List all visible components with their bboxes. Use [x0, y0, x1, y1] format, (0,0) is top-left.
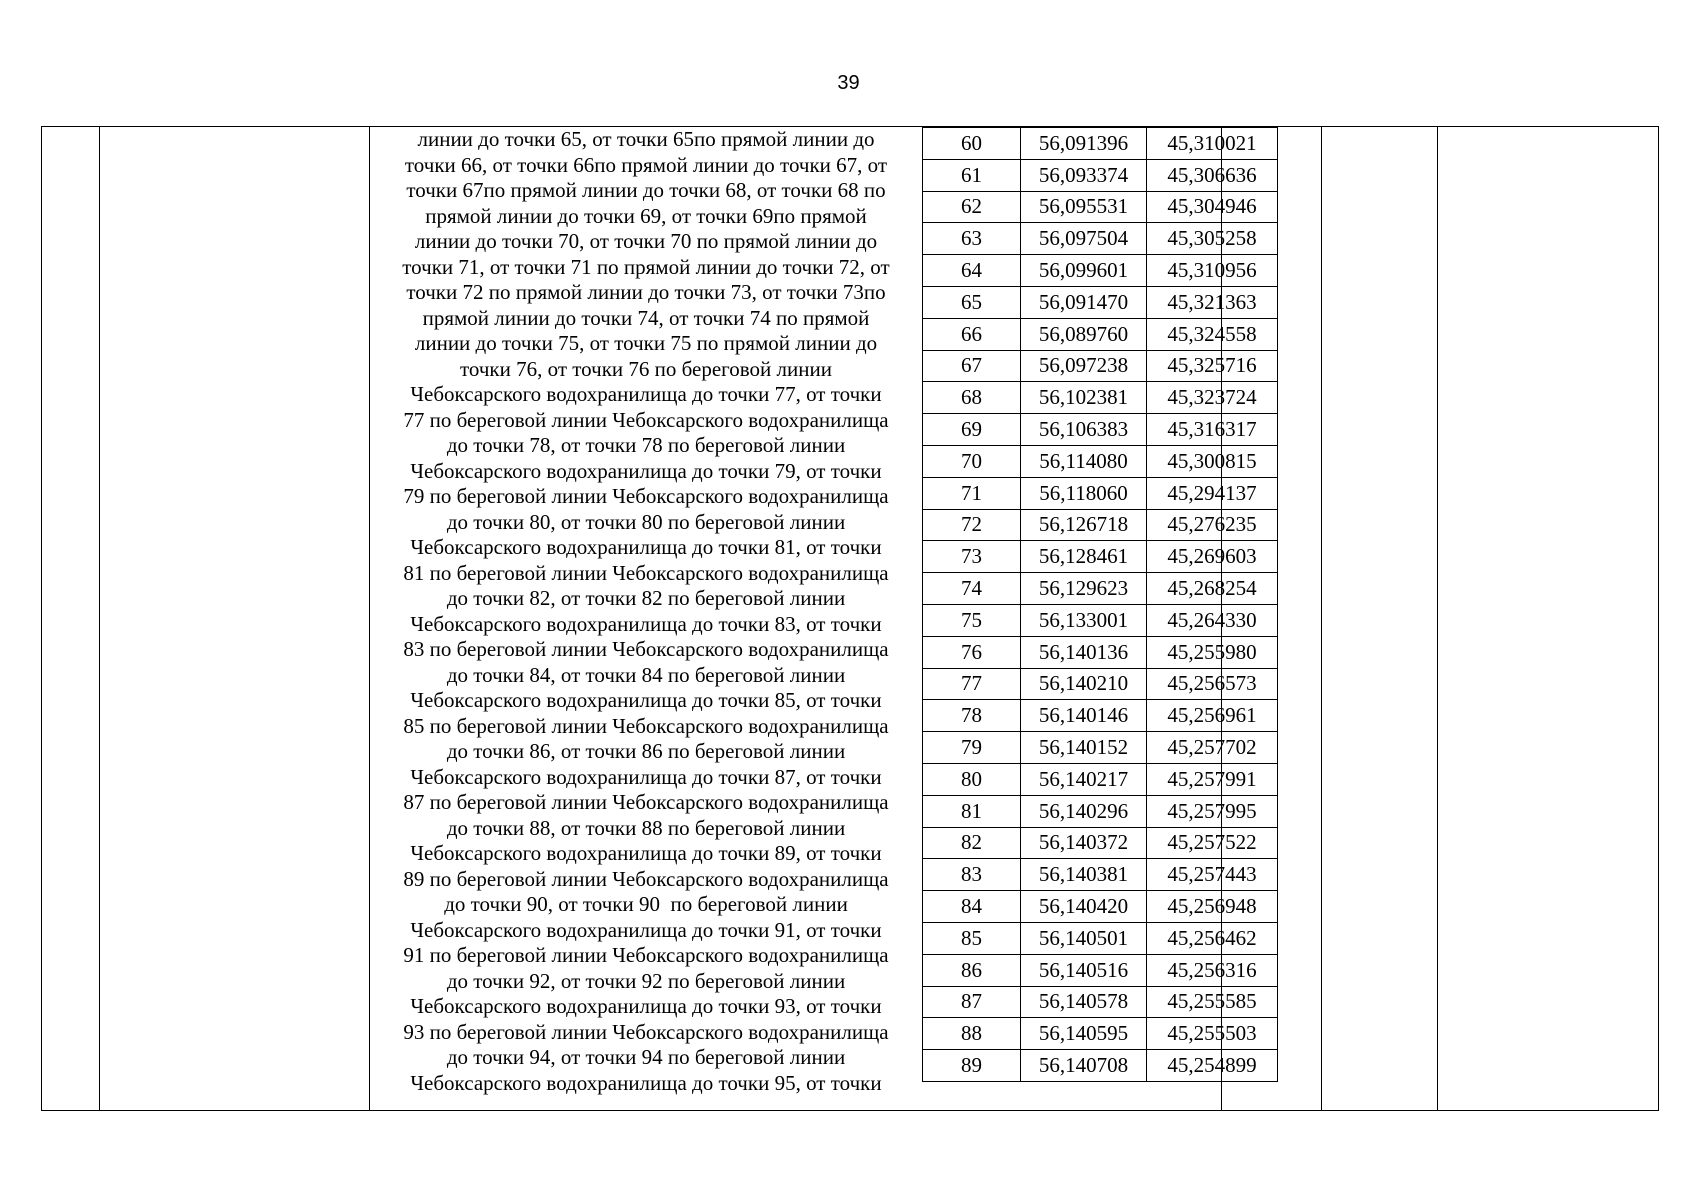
coordinate-row: [923, 668, 1278, 700]
point-number: 64: [923, 255, 1021, 287]
coordinate-row: [923, 604, 1278, 636]
longitude-cell: 45,310021: [1147, 128, 1278, 160]
point-number: 72: [923, 509, 1021, 541]
longitude-cell: 45,268254: [1147, 573, 1278, 605]
point-number: 66: [923, 318, 1021, 350]
point-number: 60: [923, 128, 1021, 160]
description-line: Чебоксарского водохранилища до точки 77, от точки: [410, 382, 882, 406]
description-line: до точки 86, от точки 86 по береговой линии: [446, 739, 846, 763]
latitude-cell: 56,093374: [1021, 159, 1147, 191]
coordinate-row: [923, 509, 1278, 541]
latitude-cell: 56,140210: [1021, 668, 1147, 700]
latitude-cell: 56,140152: [1021, 732, 1147, 764]
latitude-cell: 56,140420: [1021, 891, 1147, 923]
longitude-cell: 45,256961: [1147, 700, 1278, 732]
coordinate-row: [923, 636, 1278, 668]
description-line: точки 66, от точки 66по прямой линии до точки 67, от: [404, 152, 888, 177]
description-line: Чебоксарского водохранилища до точки 79, от точки: [410, 458, 882, 483]
point-number: 70: [923, 445, 1021, 477]
longitude-cell: 45,305258: [1147, 223, 1278, 255]
coordinate-row: [923, 922, 1278, 954]
description-line: Чебоксарского водохранилища до точки 87, от точки: [410, 764, 882, 789]
latitude-cell: 56,140372: [1021, 827, 1147, 859]
coordinate-row: [923, 986, 1278, 1018]
coordinate-row: [923, 477, 1278, 509]
description-line: Чебоксарского водохранилища до точки 95, от точки: [410, 1070, 882, 1095]
latitude-cell: 56,118060: [1021, 477, 1147, 509]
point-number: 69: [923, 414, 1021, 446]
longitude-cell: 45,294137: [1147, 477, 1278, 509]
coordinate-row: [923, 318, 1278, 350]
latitude-cell: 56,140516: [1021, 954, 1147, 986]
coordinates-body: [923, 128, 1278, 1082]
description-line: Чебоксарского водохранилища до точки 85, от точки: [410, 688, 882, 712]
coordinate-row: [923, 350, 1278, 382]
point-number: 82: [923, 827, 1021, 859]
description-line: 89 по береговой линии Чебоксарского водохранилища: [403, 866, 889, 891]
latitude-cell: 56,106383: [1021, 414, 1147, 446]
description-line: 85 по береговой линии Чебоксарского водохранилища: [403, 713, 889, 738]
coordinates-table: [922, 127, 1278, 1082]
latitude-cell: 56,140595: [1021, 1018, 1147, 1050]
longitude-cell: 45,256316: [1147, 954, 1278, 986]
latitude-cell: 56,140136: [1021, 636, 1147, 668]
coordinate-row: [923, 827, 1278, 859]
coordinate-row: [923, 445, 1278, 477]
point-number: 84: [923, 891, 1021, 923]
coordinate-row: [923, 795, 1278, 827]
coordinate-row: [923, 128, 1278, 160]
page-number: 39: [837, 72, 860, 94]
boundary-table: [41, 126, 1659, 1111]
column-divider: [1321, 127, 1322, 1110]
coordinate-row: [923, 732, 1278, 764]
point-number: 83: [923, 859, 1021, 891]
longitude-cell: 45,264330: [1147, 604, 1278, 636]
latitude-cell: 56,128461: [1021, 541, 1147, 573]
latitude-cell: 56,099601: [1021, 255, 1147, 287]
description-line: до точки 92, от точки 92 по береговой линии: [446, 968, 846, 993]
point-number: 80: [923, 763, 1021, 795]
longitude-cell: 45,257995: [1147, 795, 1278, 827]
latitude-cell: 56,140501: [1021, 922, 1147, 954]
longitude-cell: 45,310956: [1147, 255, 1278, 287]
description-line: до точки 90, от точки 90 по береговой линии: [444, 892, 848, 916]
latitude-cell: 56,097238: [1021, 350, 1147, 382]
point-number: 79: [923, 732, 1021, 764]
coordinate-row: [923, 1018, 1278, 1050]
latitude-cell: 56,140217: [1021, 763, 1147, 795]
point-number: 81: [923, 795, 1021, 827]
longitude-cell: 45,323724: [1147, 382, 1278, 414]
longitude-cell: 45,304946: [1147, 191, 1278, 223]
point-number: 76: [923, 636, 1021, 668]
longitude-cell: 45,269603: [1147, 541, 1278, 573]
longitude-cell: 45,256462: [1147, 922, 1278, 954]
longitude-cell: 45,255980: [1147, 636, 1278, 668]
description-line: точки 72 по прямой линии до точки 73, от точки 73по: [406, 280, 886, 304]
coordinate-row: [923, 414, 1278, 446]
point-number: 73: [923, 541, 1021, 573]
description-line: до точки 94, от точки 94 по береговой линии: [446, 1045, 846, 1069]
longitude-cell: 45,306636: [1147, 159, 1278, 191]
latitude-cell: 56,140296: [1021, 795, 1147, 827]
coordinate-row: [923, 382, 1278, 414]
description-line: до точки 80, от точки 80 по береговой линии: [446, 509, 846, 534]
column-divider: [99, 127, 100, 1110]
description-line: до точки 84, от точки 84 по береговой линии: [446, 662, 846, 687]
point-number: 67: [923, 350, 1021, 382]
longitude-cell: 45,255585: [1147, 986, 1278, 1018]
column-divider: [1437, 127, 1438, 1110]
description-line: линии до точки 75, от точки 75 по прямой линии до: [414, 331, 878, 355]
point-number: 78: [923, 700, 1021, 732]
description-line: Чебоксарского водохранилища до точки 89, от точки: [410, 841, 882, 865]
coordinate-row: [923, 859, 1278, 891]
description-line: 83 по береговой линии Чебоксарского водохранилища: [403, 637, 889, 661]
point-number: 74: [923, 573, 1021, 605]
point-number: 61: [923, 159, 1021, 191]
latitude-cell: 56,089760: [1021, 318, 1147, 350]
point-number: 68: [923, 382, 1021, 414]
coordinate-row: [923, 1050, 1278, 1082]
point-number: 65: [923, 286, 1021, 318]
latitude-cell: 56,140381: [1021, 859, 1147, 891]
description-line: Чебоксарского водохранилища до точки 83, от точки: [410, 611, 882, 636]
description-line: 87 по береговой линии Чебоксарского водохранилища: [403, 790, 889, 814]
description-line: до точки 78, от точки 78 по береговой линии: [446, 433, 846, 457]
latitude-cell: 56,140708: [1021, 1050, 1147, 1082]
coordinate-row: [923, 954, 1278, 986]
longitude-cell: 45,257443: [1147, 859, 1278, 891]
longitude-cell: 45,276235: [1147, 509, 1278, 541]
longitude-cell: 45,255503: [1147, 1018, 1278, 1050]
description-line: прямой линии до точки 69, от точки 69по прямой: [425, 203, 867, 228]
latitude-cell: 56,133001: [1021, 604, 1147, 636]
longitude-cell: 45,321363: [1147, 286, 1278, 318]
coordinate-row: [923, 191, 1278, 223]
coordinate-row: [923, 255, 1278, 287]
point-number: 87: [923, 986, 1021, 1018]
latitude-cell: 56,129623: [1021, 573, 1147, 605]
point-number: 89: [923, 1050, 1021, 1082]
description-line: линии до точки 70, от точки 70 по прямой линии до: [414, 229, 878, 253]
description-line: прямой линии до точки 74, от точки 74 по прямой: [422, 305, 870, 330]
point-number: 85: [923, 922, 1021, 954]
description-line: линии до точки 65, от точки 65по прямой линии до: [417, 127, 875, 151]
longitude-cell: 45,257991: [1147, 763, 1278, 795]
description-line: точки 67по прямой линии до точки 68, от точки 68 по: [406, 178, 886, 202]
coordinate-row: [923, 541, 1278, 573]
longitude-cell: 45,256573: [1147, 668, 1278, 700]
point-number: 62: [923, 191, 1021, 223]
longitude-cell: 45,256948: [1147, 891, 1278, 923]
coordinate-row: [923, 891, 1278, 923]
coordinate-row: [923, 573, 1278, 605]
description-line: до точки 88, от точки 88 по береговой линии: [446, 815, 846, 840]
description-line: 81 по береговой линии Чебоксарского водохранилища: [403, 560, 889, 585]
boundary-description: [369, 127, 923, 1096]
coordinate-row: [923, 763, 1278, 795]
point-number: 63: [923, 223, 1021, 255]
latitude-cell: 56,126718: [1021, 509, 1147, 541]
point-number: 77: [923, 668, 1021, 700]
point-number: 75: [923, 604, 1021, 636]
longitude-cell: 45,316317: [1147, 414, 1278, 446]
coordinate-row: [923, 223, 1278, 255]
coordinate-row: [923, 700, 1278, 732]
latitude-cell: 56,102381: [1021, 382, 1147, 414]
point-number: 86: [923, 954, 1021, 986]
latitude-cell: 56,140578: [1021, 986, 1147, 1018]
description-line: Чебоксарского водохранилища до точки 81, от точки: [410, 535, 882, 559]
description-line: точки 71, от точки 71 по прямой линии до точки 72, от: [402, 254, 890, 279]
longitude-cell: 45,257522: [1147, 827, 1278, 859]
latitude-cell: 56,091396: [1021, 128, 1147, 160]
longitude-cell: 45,300815: [1147, 445, 1278, 477]
description-line: Чебоксарского водохранилища до точки 91, от точки: [410, 917, 882, 942]
description-line: 93 по береговой линии Чебоксарского водохранилища: [403, 1019, 889, 1044]
point-number: 88: [923, 1018, 1021, 1050]
coordinate-row: [923, 286, 1278, 318]
latitude-cell: 56,095531: [1021, 191, 1147, 223]
coordinate-row: [923, 159, 1278, 191]
description-line: 91 по береговой линии Чебоксарского водохранилища: [403, 943, 889, 967]
latitude-cell: 56,114080: [1021, 445, 1147, 477]
longitude-cell: 45,325716: [1147, 350, 1278, 382]
latitude-cell: 56,097504: [1021, 223, 1147, 255]
description-line: 77 по береговой линии Чебоксарского водохранилища: [403, 407, 889, 432]
point-number: 71: [923, 477, 1021, 509]
description-line: до точки 82, от точки 82 по береговой линии: [446, 586, 846, 610]
description-line: Чебоксарского водохранилища до точки 93, от точки: [410, 994, 882, 1018]
longitude-cell: 45,324558: [1147, 318, 1278, 350]
latitude-cell: 56,140146: [1021, 700, 1147, 732]
longitude-cell: 45,257702: [1147, 732, 1278, 764]
longitude-cell: 45,254899: [1147, 1050, 1278, 1082]
latitude-cell: 56,091470: [1021, 286, 1147, 318]
description-line: точки 76, от точки 76 по береговой линии: [460, 356, 832, 381]
description-line: 79 по береговой линии Чебоксарского водохранилища: [403, 484, 889, 508]
